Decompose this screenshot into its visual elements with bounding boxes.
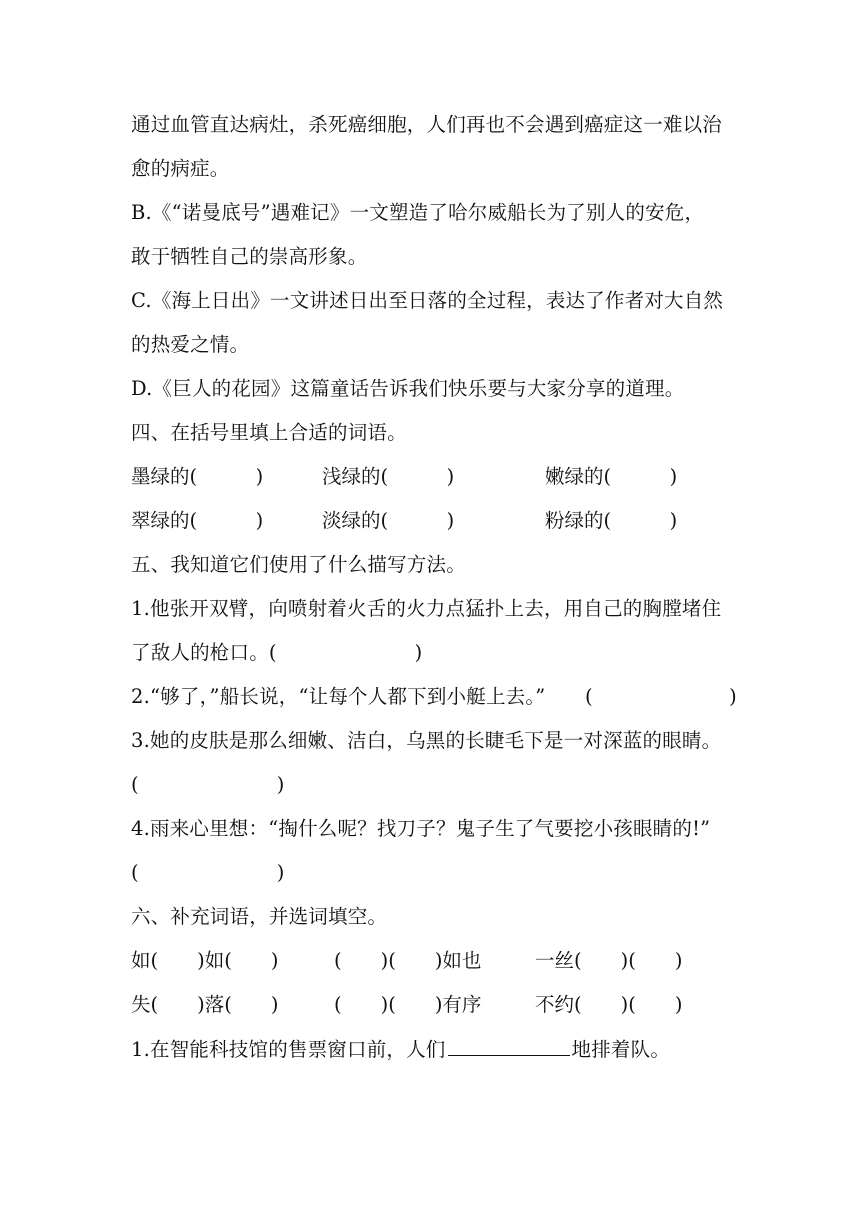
option-d: D.《巨人的花园》这篇童话告诉我们快乐要与大家分享的道理。 [131,377,685,400]
section-6-heading: 六、补充词语，并选词填空。 [131,905,388,928]
question-text: 1.在智能科技馆的售票窗口前，人们 [131,1038,446,1061]
blank-item: 淡绿的( ) [322,509,455,532]
text-line: 通过血管直达病灶，杀死癌细胞，人们再也不会遇到癌症这一难以治 [131,113,723,136]
text-line: 愈的病症。 [131,157,230,180]
question-line: 了敌人的枪口。( ) [131,641,423,664]
question-line: 2.“够了，”船长说，“让每个人都下到小艇上去。” [131,685,546,708]
blank-item: 翠绿的( ) [131,509,264,532]
blank-item: 一丝( )( ) [535,949,683,972]
blank-item: 失( )落( ) [131,993,279,1016]
section-4-heading: 四、在括号里填上合适的词语。 [131,421,407,444]
question-line: 1.他张开双臂，向喷射着火舌的火力点猛扑上去，用自己的胸膛堵住 [131,597,722,620]
blank-item: 嫩绿的( ) [545,465,678,488]
answer-blank: ( ) [131,773,285,796]
blank-item: ( )( )有序 [334,993,482,1016]
text-line: 的热爱之情。 [131,333,250,356]
blank-item: 粉绿的( ) [545,509,678,532]
blank-item: ( )( )如也 [334,949,482,972]
text-line: 敢于牺牲自己的崇高形象。 [131,245,368,268]
blank-item: 浅绿的( ) [322,465,455,488]
question-line [131,1035,670,1064]
answer-underline [448,1035,570,1056]
section-5-heading: 五、我知道它们使用了什么描写方法。 [131,553,466,576]
blank-item: 墨绿的( ) [131,465,264,488]
blank-item: 如( )如( ) [131,949,279,972]
question-line: 4.雨来心里想：“掏什么呢？找刀子？鬼子生了气要挖小孩眼睛的!” [131,817,711,840]
answer-blank: ( ) [131,861,285,884]
question-line: 3.她的皮肤是那么细嫩、洁白，乌黑的长睫毛下是一对深蓝的眼睛。 [131,729,722,752]
option-c: C.《海上日出》一文讲述日出至日落的全过程，表达了作者对大自然 [131,289,724,312]
blank-item: 不约( )( ) [535,993,683,1016]
option-b: B.《“诺曼底号”遇难记》一文塑造了哈尔威船长为了别人的安危， [131,201,705,224]
answer-blank: ( ) [585,685,737,708]
question-text: 地排着队。 [571,1038,671,1061]
